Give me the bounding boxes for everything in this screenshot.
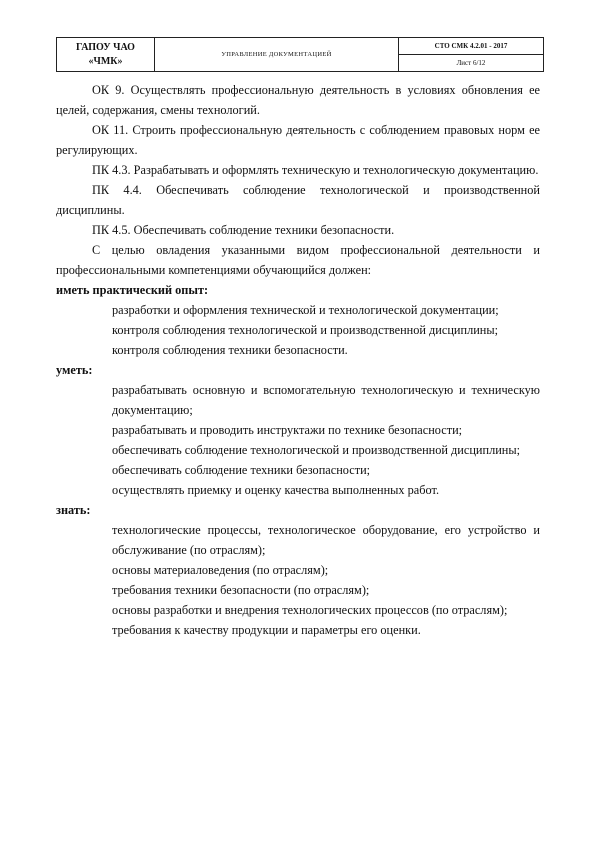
organization-short-name: «ЧМК» [88, 55, 123, 67]
skills-item: обеспечивать соблюдение техники безопасности; [112, 463, 371, 477]
knowledge-item: требования техники безопасности (по отраслям); [112, 583, 370, 597]
competency-paragraph: ОК 9. Осуществлять профессиональную деятельность в условиях обновления ее целей, содержания, смены технологий. [56, 83, 540, 117]
document-body [56, 80, 540, 640]
experience-item: разработки и оформления технической и технологической документации; [112, 303, 499, 317]
skills-item: разрабатывать основную и вспомогательную технологическую и техническую документацию; [112, 383, 540, 417]
intro-paragraph: С целью овладения указанными видом профессиональной деятельности и профессиональными компетенциями обучающийся должен: [56, 243, 540, 277]
experience-item: контроля соблюдения техники безопасности. [112, 343, 348, 357]
experience-heading: иметь практический опыт: [56, 283, 209, 297]
knowledge-item: основы материаловедения (по отраслям); [112, 563, 329, 577]
knowledge-heading: знать: [56, 503, 91, 517]
knowledge-item: требования к качеству продукции и параметры его оценки. [112, 623, 421, 637]
document-title: УПРАВЛЕНИЕ ДОКУМЕНТАЦИЕЙ [155, 38, 399, 72]
knowledge-item: основы разработки и внедрения технологических процессов (по отраслям); [112, 603, 508, 617]
skills-heading: уметь: [56, 363, 93, 377]
organization-cell [57, 38, 155, 72]
document-code: СТО СМК 4.2.01 - 2017 [399, 38, 544, 55]
knowledge-item: технологические процессы, технологическое оборудование, его устройство и обслуживание (по отраслям); [112, 523, 540, 557]
experience-item: контроля соблюдения технологической и производственной дисциплины; [112, 323, 499, 337]
skills-item: обеспечивать соблюдение технологической и производственной дисциплины; [112, 443, 521, 457]
competency-paragraph: ПК 4.5. Обеспечивать соблюдение техники безопасности. [92, 223, 395, 237]
document-header [56, 37, 544, 72]
sheet-number: Лист 6/12 [399, 55, 544, 72]
skills-item: разрабатывать и проводить инструктажи по технике безопасности; [112, 423, 463, 437]
organization-name: ГАПОУ ЧАО [76, 41, 135, 53]
competency-paragraph: ПК 4.4. Обеспечивать соблюдение технологической и производственной дисциплины. [56, 183, 540, 217]
competency-paragraph: ПК 4.3. Разрабатывать и оформлять техническую и технологическую документацию. [92, 163, 539, 177]
skills-item: осуществлять приемку и оценку качества выполненных работ. [112, 483, 440, 497]
competency-paragraph: ОК 11. Строить профессиональную деятельность с соблюдением правовых норм ее регулирующих. [56, 123, 540, 157]
